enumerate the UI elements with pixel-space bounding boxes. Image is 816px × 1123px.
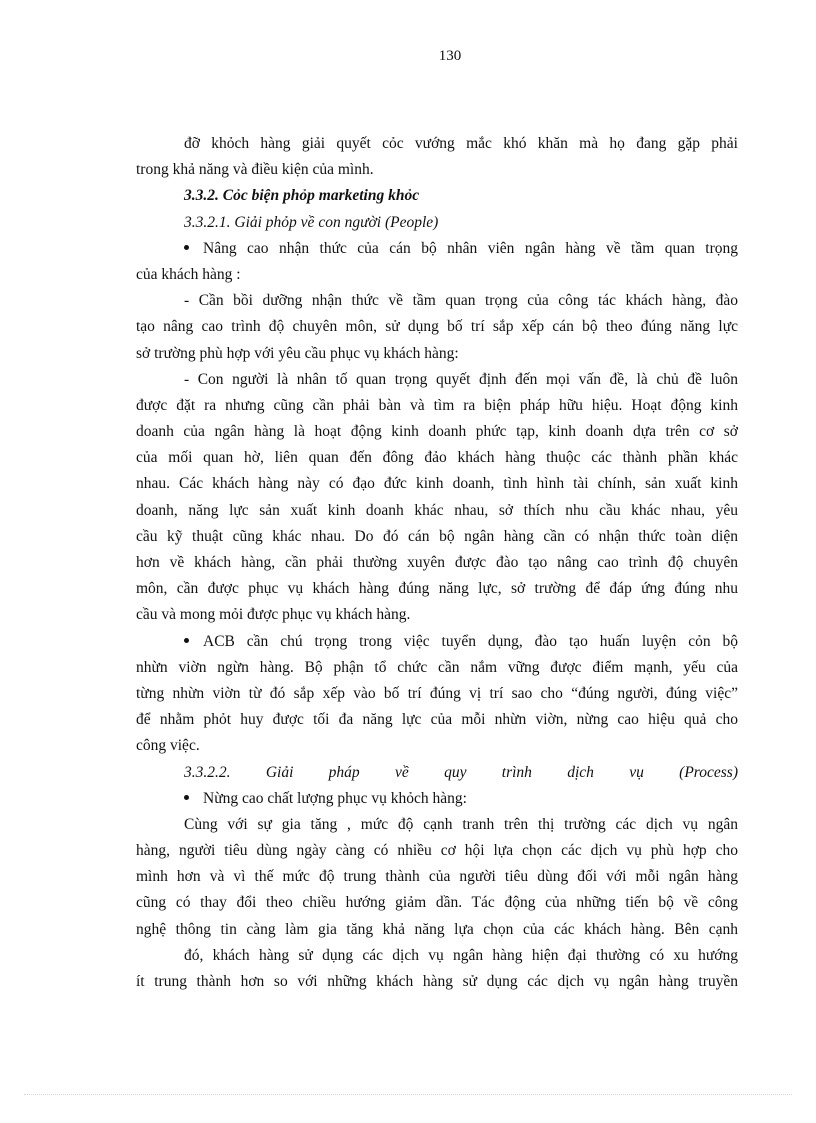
- text-line: [136, 314, 738, 340]
- line-text: tạo nâng cao trình độ chuyên môn, sử dụng bố trí sắp xếp cán bộ theo đúng năng lực: [136, 318, 738, 336]
- line-text: 3.3.2.1. Giải phỏp về con người (People): [184, 213, 439, 231]
- text-line: [136, 602, 738, 628]
- page-bottom-rule: [24, 1094, 792, 1095]
- line-text: ít trung thành hơn so với những khách hàng sử dụng các dịch vụ ngân hàng truyền: [136, 973, 738, 990]
- text-line: [136, 655, 738, 681]
- text-line: [136, 393, 738, 419]
- bullet-icon: [184, 795, 189, 800]
- line-text: để nhằm phỏt huy được tối đa năng lực của mỗi nhừn viờn, nừng cao hiệu quả cho: [136, 711, 738, 729]
- text-line: [136, 917, 738, 943]
- line-text: Cùng với sự gia tăng , mức độ cạnh tranh trên thị trường các dịch vụ ngân: [184, 815, 738, 833]
- text-line: [136, 733, 738, 759]
- line-text: môn, cần được phục vụ khách hàng đúng năng lực, sở trường để đáp ứng đúng nhu: [136, 580, 738, 598]
- line-text: của khách hàng :: [136, 265, 241, 283]
- text-line: [136, 707, 738, 733]
- text-line: [136, 576, 738, 602]
- text-line: [136, 838, 738, 864]
- text-line: [136, 236, 738, 262]
- line-text: Nừng cao chất lượng phục vụ khỏch hàng:: [203, 789, 467, 807]
- line-text: doanh của ngân hàng là hoạt động kinh doanh phức tạp, kinh doanh dựa trên cơ sở: [136, 423, 738, 441]
- line-text: - Cần bồi dưỡng nhận thức về tầm quan trọng của công tác khách hàng, đào: [184, 292, 738, 310]
- text-line: [136, 288, 738, 314]
- bullet-icon: [184, 245, 189, 250]
- text-line: [136, 629, 738, 655]
- text-line: [136, 157, 738, 183]
- text-line: [136, 550, 738, 576]
- text-line: [136, 262, 738, 288]
- line-text: cũng có thay đổi theo chiều hướng giảm dần. Tác động của những tiến bộ về công: [136, 894, 738, 912]
- line-text: công việc.: [136, 737, 200, 755]
- text-line: [136, 367, 738, 393]
- text-line: [136, 786, 738, 812]
- line-text: doanh, năng lực sản xuất kinh doanh khác nhau, sở thích nhu cầu khác nhau, yêu: [136, 501, 738, 519]
- text-line: [136, 681, 738, 707]
- document-body: [136, 131, 738, 995]
- line-text: nghệ thông tin càng làm gia tăng khả năng lựa chọn của các khách hàng. Bên cạnh: [136, 920, 738, 938]
- line-text: 3.3.2.2. Giải pháp về quy trình dịch vụ (Process): [184, 763, 738, 781]
- text-line: [136, 760, 738, 786]
- line-text: 3.3.2. Cỏc biện phỏp marketing khỏc: [184, 187, 420, 205]
- text-line: [136, 498, 738, 524]
- line-text: Nâng cao nhận thức của cán bộ nhân viên ngân hàng về tầm quan trọng: [203, 239, 738, 257]
- line-text: đó, khách hàng sử dụng các dịch vụ ngân hàng hiện đại thường có xu hướng: [184, 946, 738, 964]
- text-line: [136, 210, 738, 236]
- line-text: trong khả năng và điều kiện của mình.: [136, 161, 374, 179]
- line-text: được đặt ra nhưng cũng cần phải bàn và tìm ra biện pháp hữu hiệu. Hoạt động kinh: [136, 396, 738, 414]
- text-line: [136, 890, 738, 916]
- line-text: đỡ khỏch hàng giải quyết cỏc vướng mắc khó khăn mà họ đang gặp phải: [184, 135, 738, 152]
- text-line: [136, 524, 738, 550]
- line-text: hơn về khách hàng, cần phải thường xuyên được đào tạo nâng cao trình độ chuyên: [136, 554, 738, 571]
- line-text: mình hơn và vì thế mức độ trung thành của người tiêu dùng đối với mỗi ngân hàng: [136, 868, 738, 886]
- line-text: - Con người là nhân tố quan trọng quyết định đến mọi vấn đề, là chủ đề luôn: [184, 370, 738, 388]
- line-text: cầu kỹ thuật cũng khác nhau. Do đó cán bộ ngân hàng cần có nhận thức toàn diện: [136, 527, 738, 545]
- text-line: [136, 341, 738, 367]
- text-line: [136, 864, 738, 890]
- text-line: [136, 131, 738, 157]
- bullet-icon: [184, 638, 189, 643]
- line-text: sở trường phù hợp với yêu cầu phục vụ khách hàng:: [136, 344, 459, 362]
- line-text: từng nhừn viờn từ đó sắp xếp vào bố trí đúng vị trí sao cho “đúng người, đúng việc”: [136, 684, 738, 702]
- line-text: ACB cần chú trọng trong việc tuyển dụng, đào tạo huấn luyện cỏn bộ: [203, 632, 738, 650]
- line-text: của mối quan hờ, liên quan đến đông đảo khách hàng thuộc các thành phần khác: [136, 449, 738, 467]
- text-line: [136, 419, 738, 445]
- text-line: [136, 812, 738, 838]
- text-line: [136, 943, 738, 969]
- line-text: cầu và mong mỏi được phục vụ khách hàng.: [136, 606, 411, 624]
- page-number: 130: [438, 48, 462, 64]
- line-text: hàng, người tiêu dùng ngày càng có nhiều cơ hội lựa chọn các dịch vụ phù hợp cho: [136, 842, 738, 860]
- text-line: [136, 969, 738, 995]
- line-text: nhừn viờn ngừn hàng. Bộ phận tổ chức cần nắm vững được điểm mạnh, yếu của: [136, 658, 738, 676]
- text-line: [136, 183, 738, 209]
- line-text: nhau. Các khách hàng này có đạo đức kinh doanh, tình hình tài chính, sản xuất kinh: [136, 475, 738, 493]
- text-line: [136, 445, 738, 471]
- text-line: [136, 471, 738, 497]
